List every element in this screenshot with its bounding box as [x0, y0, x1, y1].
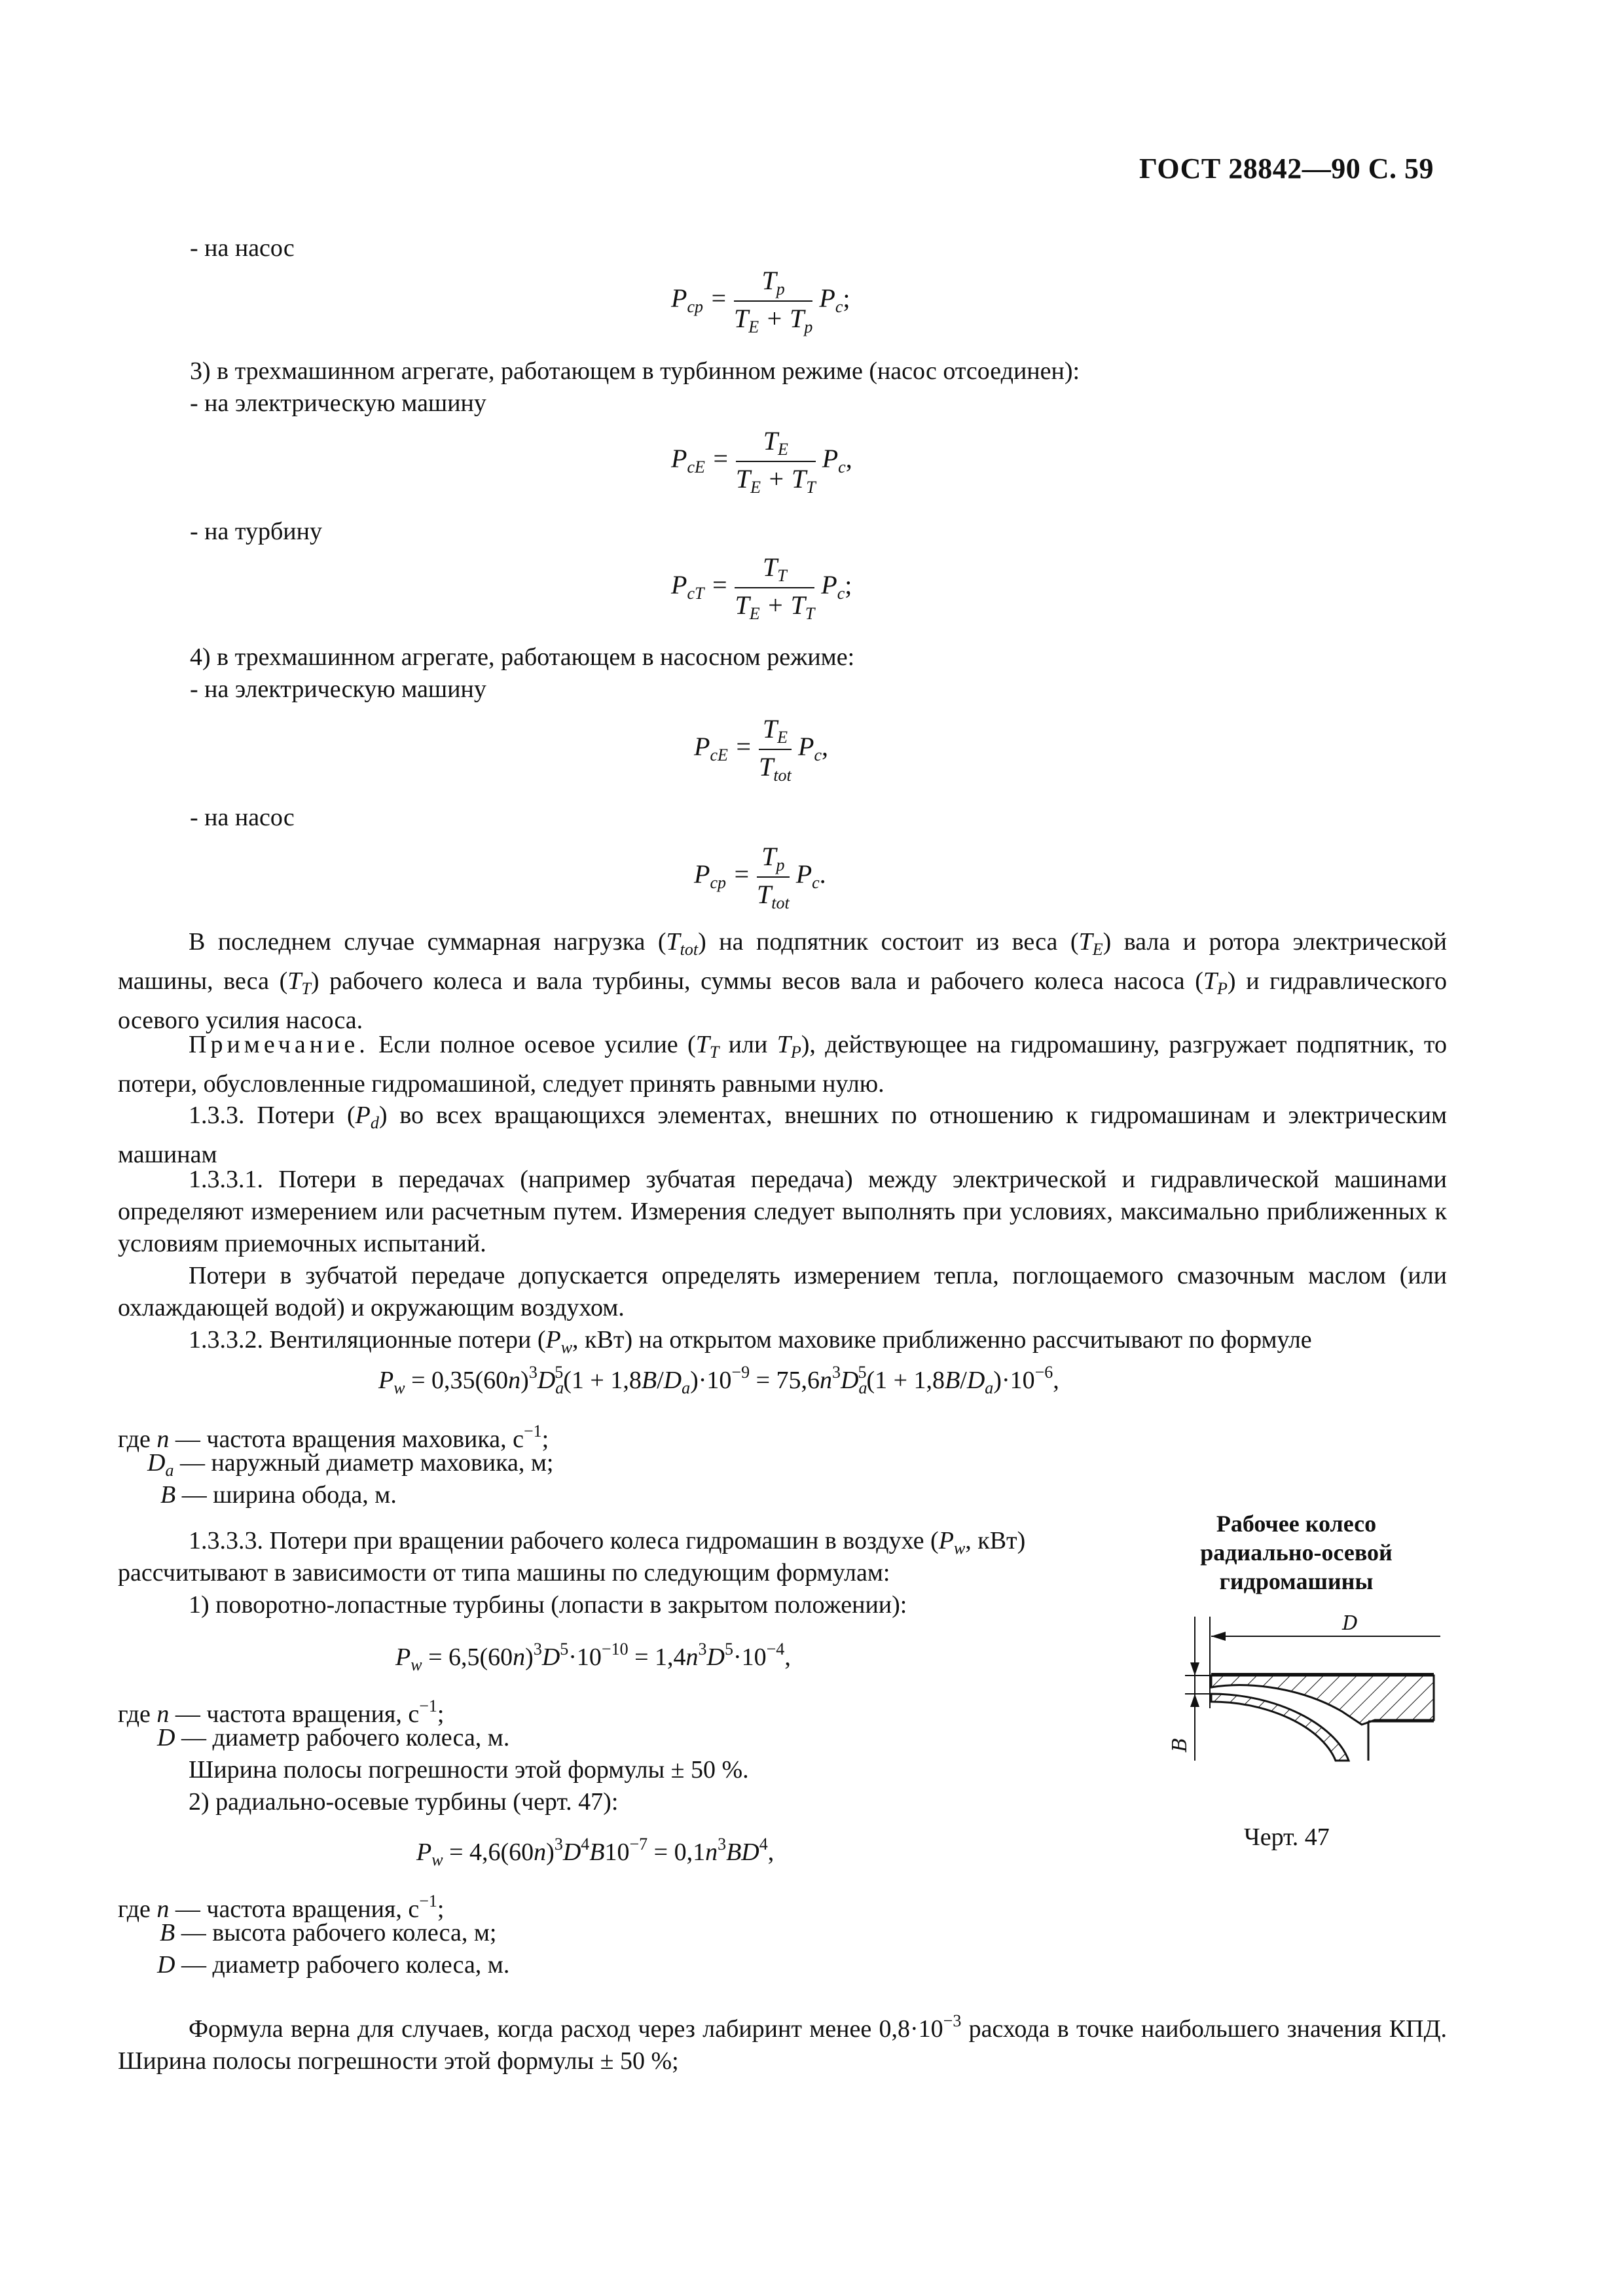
- formula-pce-1: $P_{cE}$ = $\frac{T_E}{T_E + T_T}$ $P_c$,: [671, 426, 852, 497]
- where-n-2: где n — частота вращения, $с^{-1}$;: [118, 1696, 445, 1728]
- paragraph-gear: Потери в зубчатой передаче допускается определять измерением тепла, поглощаемого смазочным маслом (или охлаждающей водой) и окружающим воздухом.: [118, 1262, 1447, 1321]
- formula-pcp-2: $P_{cp}$ = $\frac{T_p}{T_{tot}}$ $P_c$.: [694, 842, 826, 912]
- section-1-3-3: 1.3.3. Потери $(P_d)$ во всех вращающихся элементах, внешних по отношению к гидромашинам и электрическим машинам: [118, 1102, 1447, 1168]
- where-da: $D_a$ — наружный диаметр маховика, м;: [147, 1449, 554, 1480]
- list-item: - на насос: [190, 804, 295, 831]
- arrow-head-icon: [1211, 1632, 1226, 1641]
- formula-kaplan: $P_w = 6,5(60n)^3D^5\cdot 10^{-10} = 1,4n^3D^5\cdot 10^{-4}$,: [395, 1640, 791, 1674]
- page-header: ГОСТ 28842—90 С. 59: [1139, 152, 1434, 185]
- paragraph-final: Формула верна для случаев, когда расход через лабиринт менее $0,8\cdot 10^{-3}$ расхода в точке наибольшего значения КПД. Ширина полосы погрешности этой формулы ± 50 %;: [118, 2011, 1447, 2075]
- list-item: - на электрическую машину: [190, 389, 486, 417]
- list-item: - на насос: [190, 234, 295, 262]
- list-item: 4) в трехмашинном агрегате, работающем в насосном режиме:: [190, 643, 855, 671]
- paragraph-total-load: В последнем случае суммарная нагрузка $(T_{tot})$ на подпятник состоит из веса $(T_E)$ вала и ротора электрической машины, веса $(T_T)$ рабочего колеса и вала турбины, суммы весов вала и рабочего колеса насоса $(T_P)$ и гидравлического осевого усилия насоса.: [118, 928, 1447, 1034]
- list-item: - на электрическую машину: [190, 675, 486, 703]
- formula-pct: $P_{cT}$ = $\frac{T_T}{T_E + T_T}$ $P_c$;: [671, 552, 852, 623]
- list-item: 3) в трехмашинном агрегате, работающем в турбинном режиме (насос отсоединен):: [190, 357, 1080, 385]
- formula-flywheel: $P_w = 0,35(60n)^3D_a^5(1 + 1,8B/D_a)\cdot 10^{-9} = 75,6n^3D_a^5(1 + 1,8B/D_a)\cdot 10^{-6}$,: [378, 1363, 1059, 1397]
- section-1-3-3-3: 1.3.3.3. Потери при вращении рабочего колеса гидромашин в воздухе ($P_w$, кВт): [189, 1527, 1026, 1558]
- runner-drawing: [1169, 1610, 1447, 1806]
- list-item-francis: 2) радиально-осевые турбины (черт. 47):: [189, 1788, 619, 1816]
- where-d-2: D — диаметр рабочего колеса, м.: [157, 1724, 510, 1751]
- list-item-kaplan: 1) поворотно-лопастные турбины (лопасти в закрытом положении):: [189, 1591, 907, 1619]
- note-label: Примечание.: [189, 1031, 369, 1058]
- where-b-1: B — ширина обода, м.: [160, 1481, 397, 1509]
- list-item: - на турбину: [190, 518, 322, 545]
- where-d-3: D — диаметр рабочего колеса, м.: [157, 1951, 510, 1979]
- arrow-head-icon: [1190, 1662, 1199, 1676]
- label-b: B: [1169, 1737, 1192, 1752]
- figure-caption: Черт. 47: [1244, 1823, 1330, 1851]
- where-n-1: где n — частота вращения маховика, $с^{-1}$;: [118, 1422, 549, 1453]
- formula-pce-2: $P_{cE}$ = $\frac{T_E}{T_{tot}}$ $P_c$,: [694, 714, 828, 785]
- arrow-head-icon: [1190, 1694, 1199, 1707]
- section-1-3-3-3-cont: рассчитывают в зависимости от типа машины по следующим формулам:: [118, 1559, 890, 1587]
- section-1-3-3-1: 1.3.3.1. Потери в передачах (например зубчатая передача) между электрической и гидравлической машинами определяют измерением или расчетным путем. Измерения следует выполнять при условиях, максимально приближенных к условиям приемочных испытаний.: [118, 1166, 1447, 1257]
- error-band-1: Ширина полосы погрешности этой формулы ± 50 %.: [189, 1756, 749, 1784]
- formula-pcp-1: $P_{cp}$ = $\frac{T_p}{T_E + T_p}$ $P_c$;: [671, 266, 850, 336]
- where-n-3: где n — частота вращения, $с^{-1}$;: [118, 1892, 445, 1923]
- figure-title: Рабочее колесо радиально-осевой гидромашины: [1200, 1511, 1393, 1594]
- paragraph-note: Примечание. Если полное осевое усилие ($T_T$ или $T_P$), действующее на гидромашину, разгружает подпятник, то потери, обусловленные гидромашиной, следует принять равными нулю.: [118, 1031, 1448, 1098]
- label-d: D: [1342, 1612, 1359, 1635]
- where-b-3: B — высота рабочего колеса, м;: [160, 1919, 497, 1946]
- formula-francis: $P_w = 4,6(60n)^3D^4B10^{-7} = 0,1n^3BD^4$,: [416, 1835, 775, 1869]
- section-1-3-3-2: 1.3.3.2. Вентиляционные потери ($P_w$, кВт) на открытом маховике приближенно рассчитывают по формуле: [189, 1326, 1312, 1357]
